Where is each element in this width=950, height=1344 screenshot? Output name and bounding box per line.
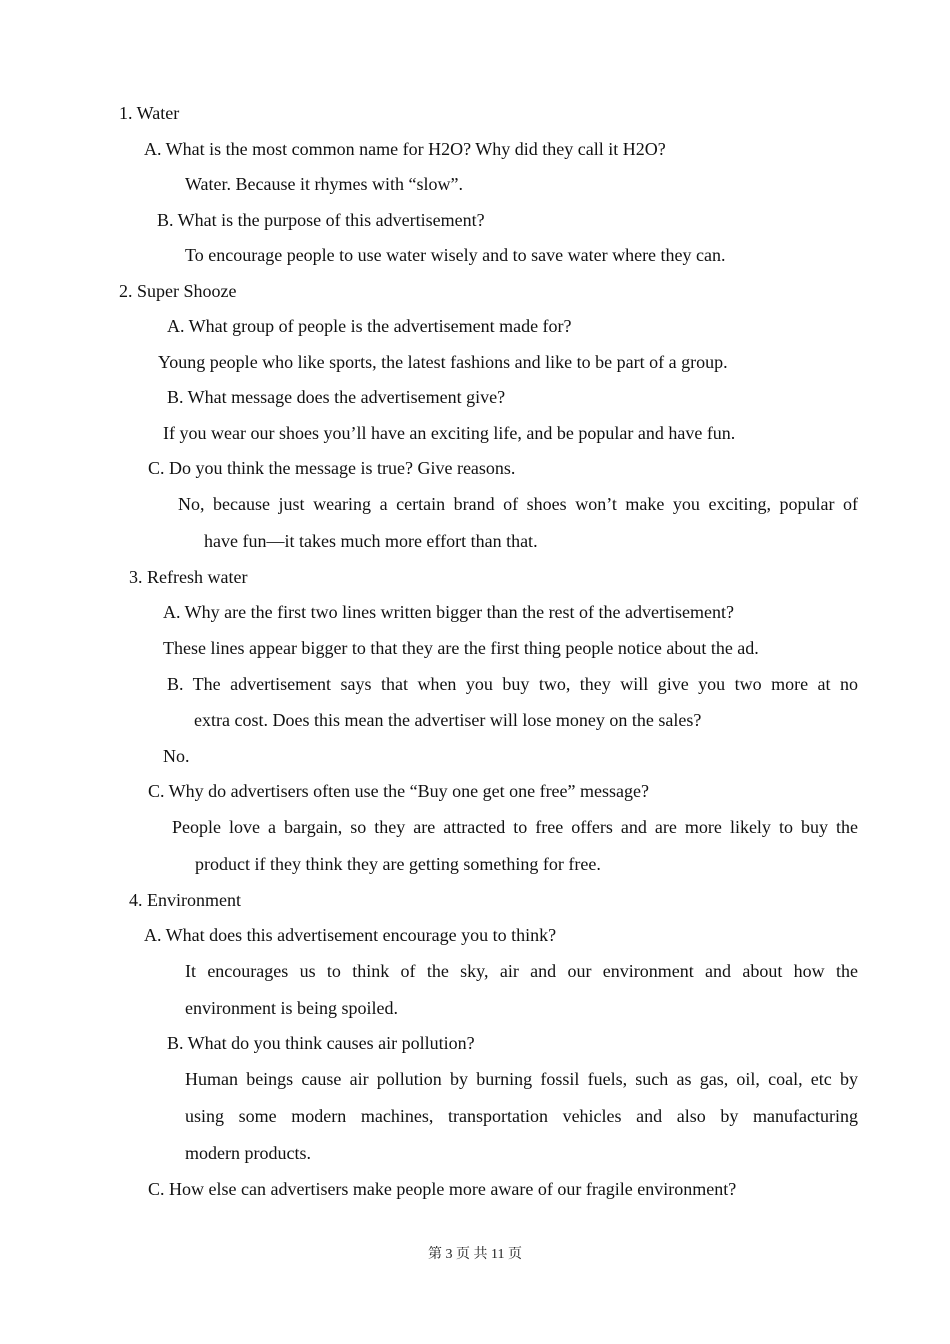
answer: People love a bargain, so they are attracted to free offers and are more likely to buy the	[172, 817, 858, 837]
question: B. What message does the advertisement give?	[167, 387, 506, 407]
answer: modern products.	[185, 1143, 311, 1163]
answer: have fun—it takes much more effort than that.	[204, 531, 538, 551]
question: B. The advertisement says that when you buy two, they will give you two more at no	[167, 674, 858, 694]
answer: No.	[163, 746, 190, 766]
question: B. What do you think causes air pollution?	[167, 1033, 475, 1053]
page-footer: 第 3 页 共 11 页	[428, 1247, 522, 1262]
question: C. How else can advertisers make people more aware of our fragile environment?	[148, 1179, 737, 1199]
question: B. What is the purpose of this advertisement?	[157, 210, 485, 230]
answer: These lines appear bigger to that they are the first thing people notice about the ad.	[163, 638, 759, 658]
answer: Human beings cause air pollution by burning fossil fuels, such as gas, oil, coal, etc by	[185, 1069, 858, 1089]
section-heading-refresh-water: 3. Refresh water	[129, 567, 248, 587]
answer: If you wear our shoes you’ll have an exciting life, and be popular and have fun.	[163, 423, 736, 443]
answer: Young people who like sports, the latest fashions and like to be part of a group.	[158, 352, 728, 372]
question: A. What is the most common name for H2O? Why did they call it H2O?	[144, 139, 666, 159]
answer: environment is being spoiled.	[185, 998, 398, 1018]
question: A. What group of people is the advertisement made for?	[167, 316, 572, 336]
question: extra cost. Does this mean the advertiser will lose money on the sales?	[194, 710, 702, 730]
section-heading-water: 1. Water	[119, 103, 180, 123]
answer: To encourage people to use water wisely and to save water where they can.	[185, 245, 726, 265]
question: C. Do you think the message is true? Give reasons.	[148, 458, 516, 478]
section-heading-super-shooze: 2. Super Shooze	[119, 281, 237, 301]
question: C. Why do advertisers often use the “Buy one get one free” message?	[148, 781, 649, 801]
answer: product if they think they are getting something for free.	[195, 854, 601, 874]
question: A. Why are the first two lines written bigger than the rest of the advertisement?	[163, 602, 734, 622]
answer: No, because just wearing a certain brand of shoes won’t make you exciting, popular of	[178, 494, 858, 514]
section-heading-environment: 4. Environment	[129, 890, 241, 910]
answer: using some modern machines, transportation vehicles and also by manufacturing	[185, 1106, 858, 1126]
answer: Water. Because it rhymes with “slow”.	[185, 174, 463, 194]
question: A. What does this advertisement encourage you to think?	[144, 925, 557, 945]
answer: It encourages us to think of the sky, air and our environment and about how the	[185, 961, 858, 981]
